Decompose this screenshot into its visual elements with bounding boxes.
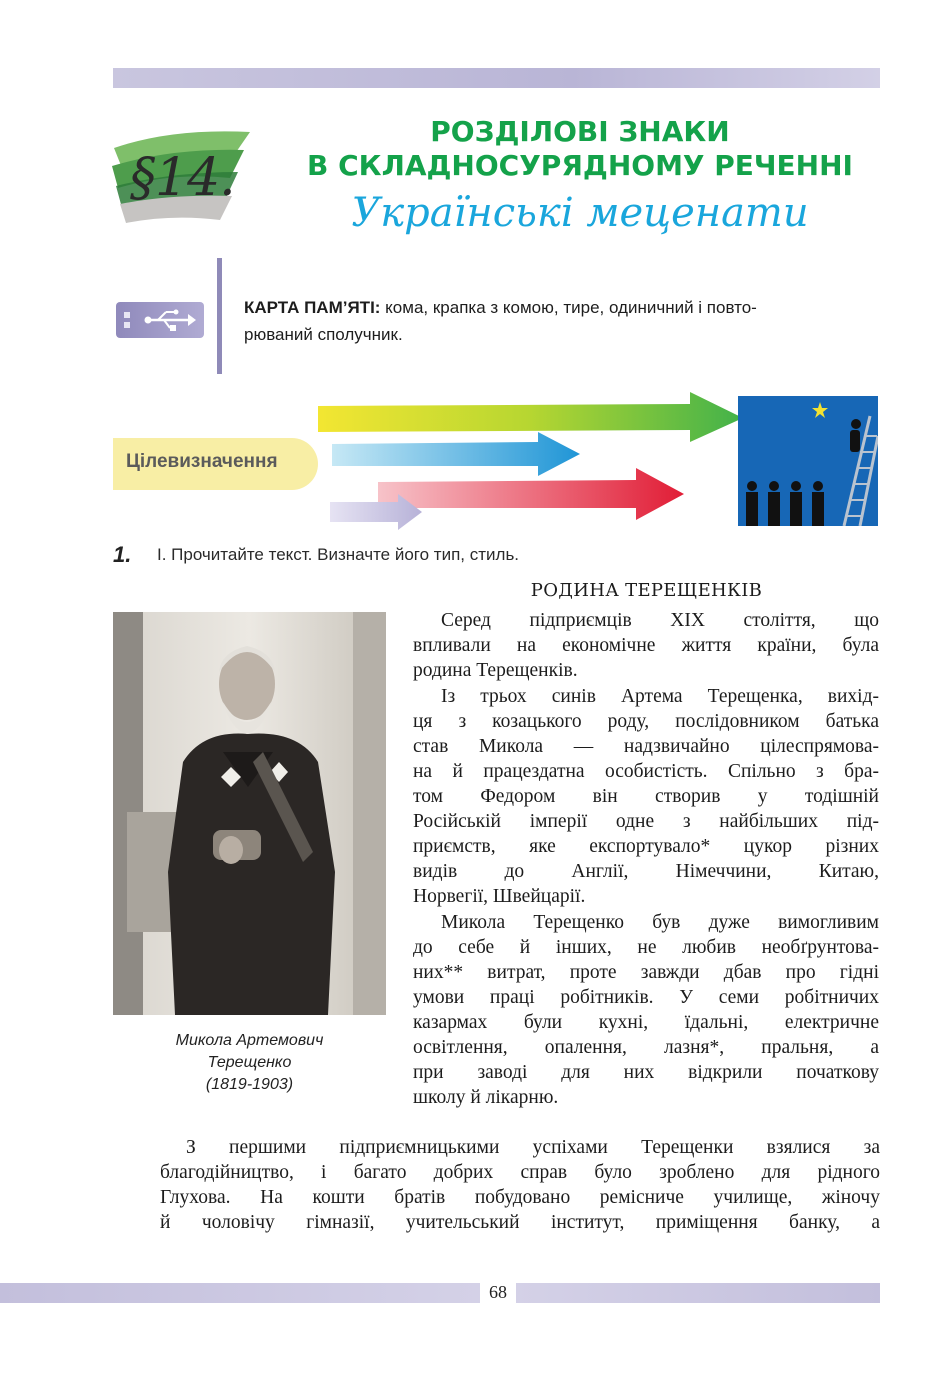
- text-line: ця з козацького роду, послідовником батька: [413, 711, 879, 732]
- page-title: [270, 115, 890, 183]
- memory-card-label: КАРТА ПАМ’ЯТІ:: [244, 298, 381, 317]
- portrait-caption: [113, 1030, 386, 1096]
- memory-card: [244, 294, 884, 348]
- story-paragraph-2: [413, 684, 879, 909]
- text-line: й чоловічу гімназії, учительський інститут, приміщення банку, а: [160, 1212, 880, 1233]
- story-column: [413, 608, 879, 1110]
- text-line: З першими підприємницькими успіхами Терещенки взялися за: [186, 1137, 880, 1158]
- memory-card-text-1: кома, крапка з комою, тире, одиничний і повто-: [380, 298, 757, 317]
- goal-arrows-icon: [318, 392, 743, 532]
- top-decorative-bar: [113, 68, 880, 88]
- task-text: І. Прочитайте текст. Визначте його тип, стиль.: [157, 545, 520, 564]
- text-line: умови праці робітників. У семи робітничих: [413, 987, 879, 1008]
- footer-bar-right: [516, 1283, 880, 1303]
- text-line: видів до Англії, Німеччини, Китаю,: [413, 861, 879, 882]
- story-paragraph-3: [413, 910, 879, 1110]
- text-line: них** витрат, проте завжди дбав про гідні: [413, 962, 879, 983]
- text-line: Норвегії, Швейцарії.: [413, 886, 586, 907]
- caption-line-3: (1819-1903): [205, 1076, 294, 1093]
- text-line: Із трьох синів Артема Терещенка, вихід-: [441, 686, 879, 707]
- text-line: освітлення, опалення, лазня*, пральня, а: [413, 1037, 879, 1058]
- text-line: Глухова. На кошти братів побудовано ремісниче училище, жіночу: [160, 1187, 880, 1208]
- memory-divider: [217, 258, 222, 374]
- page-number: 68: [489, 1282, 507, 1302]
- story-paragraph-1: [413, 608, 879, 683]
- usb-icon: [116, 302, 204, 338]
- task-number: 1.: [113, 542, 132, 567]
- page-subtitle: Українські меценати: [351, 190, 809, 236]
- text-line: приємств, яке експортувало* цукор різних: [413, 836, 879, 857]
- text-line: на й працездатна особистість. Спільно з бра-: [413, 761, 879, 782]
- section-number: §14.: [130, 148, 235, 208]
- text-line: при заводі для них відкрили початкову: [413, 1062, 879, 1083]
- text-line: Російській імперії одне з найбільших під-: [413, 811, 879, 832]
- story-title: РОДИНА ТЕРЕЩЕНКІВ: [530, 580, 763, 601]
- text-line: став Микола — надзвичайно цілеспрямова-: [413, 736, 879, 757]
- caption-line-1: Микола Артемович: [175, 1032, 324, 1049]
- text-line: до себе й інших, не любив необґрунтова-: [413, 937, 879, 958]
- text-line: родина Терещенків.: [413, 660, 578, 681]
- career-ladder-icon: [738, 396, 878, 526]
- text-line: том Федором він створив у тодішній: [413, 786, 879, 807]
- text-line: школу й лікарню.: [413, 1087, 559, 1108]
- caption-line-2: Терещенко: [207, 1054, 292, 1071]
- title-line-1: РОЗДІЛОВІ ЗНАКИ: [430, 115, 730, 148]
- text-line: впливали на економічне життя країни, була: [413, 635, 879, 656]
- title-line-2: В СКЛАДНОСУРЯДНОМУ РЕЧЕННІ: [307, 149, 853, 182]
- text-line: Микола Терещенко був дуже вимогливим: [441, 912, 879, 933]
- text-line: казармах були кухні, їдальні, електричне: [413, 1012, 879, 1033]
- goal-label: Цілевизначення: [126, 451, 278, 472]
- portrait-photo: [113, 612, 386, 1015]
- text-line: благодійництво, і багато добрих справ було зроблено для рідного: [160, 1162, 880, 1183]
- footer-bar-left: [0, 1283, 480, 1303]
- text-line: Серед підприємців XIX століття, що: [441, 610, 879, 631]
- memory-card-text-2: рюваний сполучник.: [244, 325, 403, 344]
- story-paragraph-4: [160, 1135, 880, 1235]
